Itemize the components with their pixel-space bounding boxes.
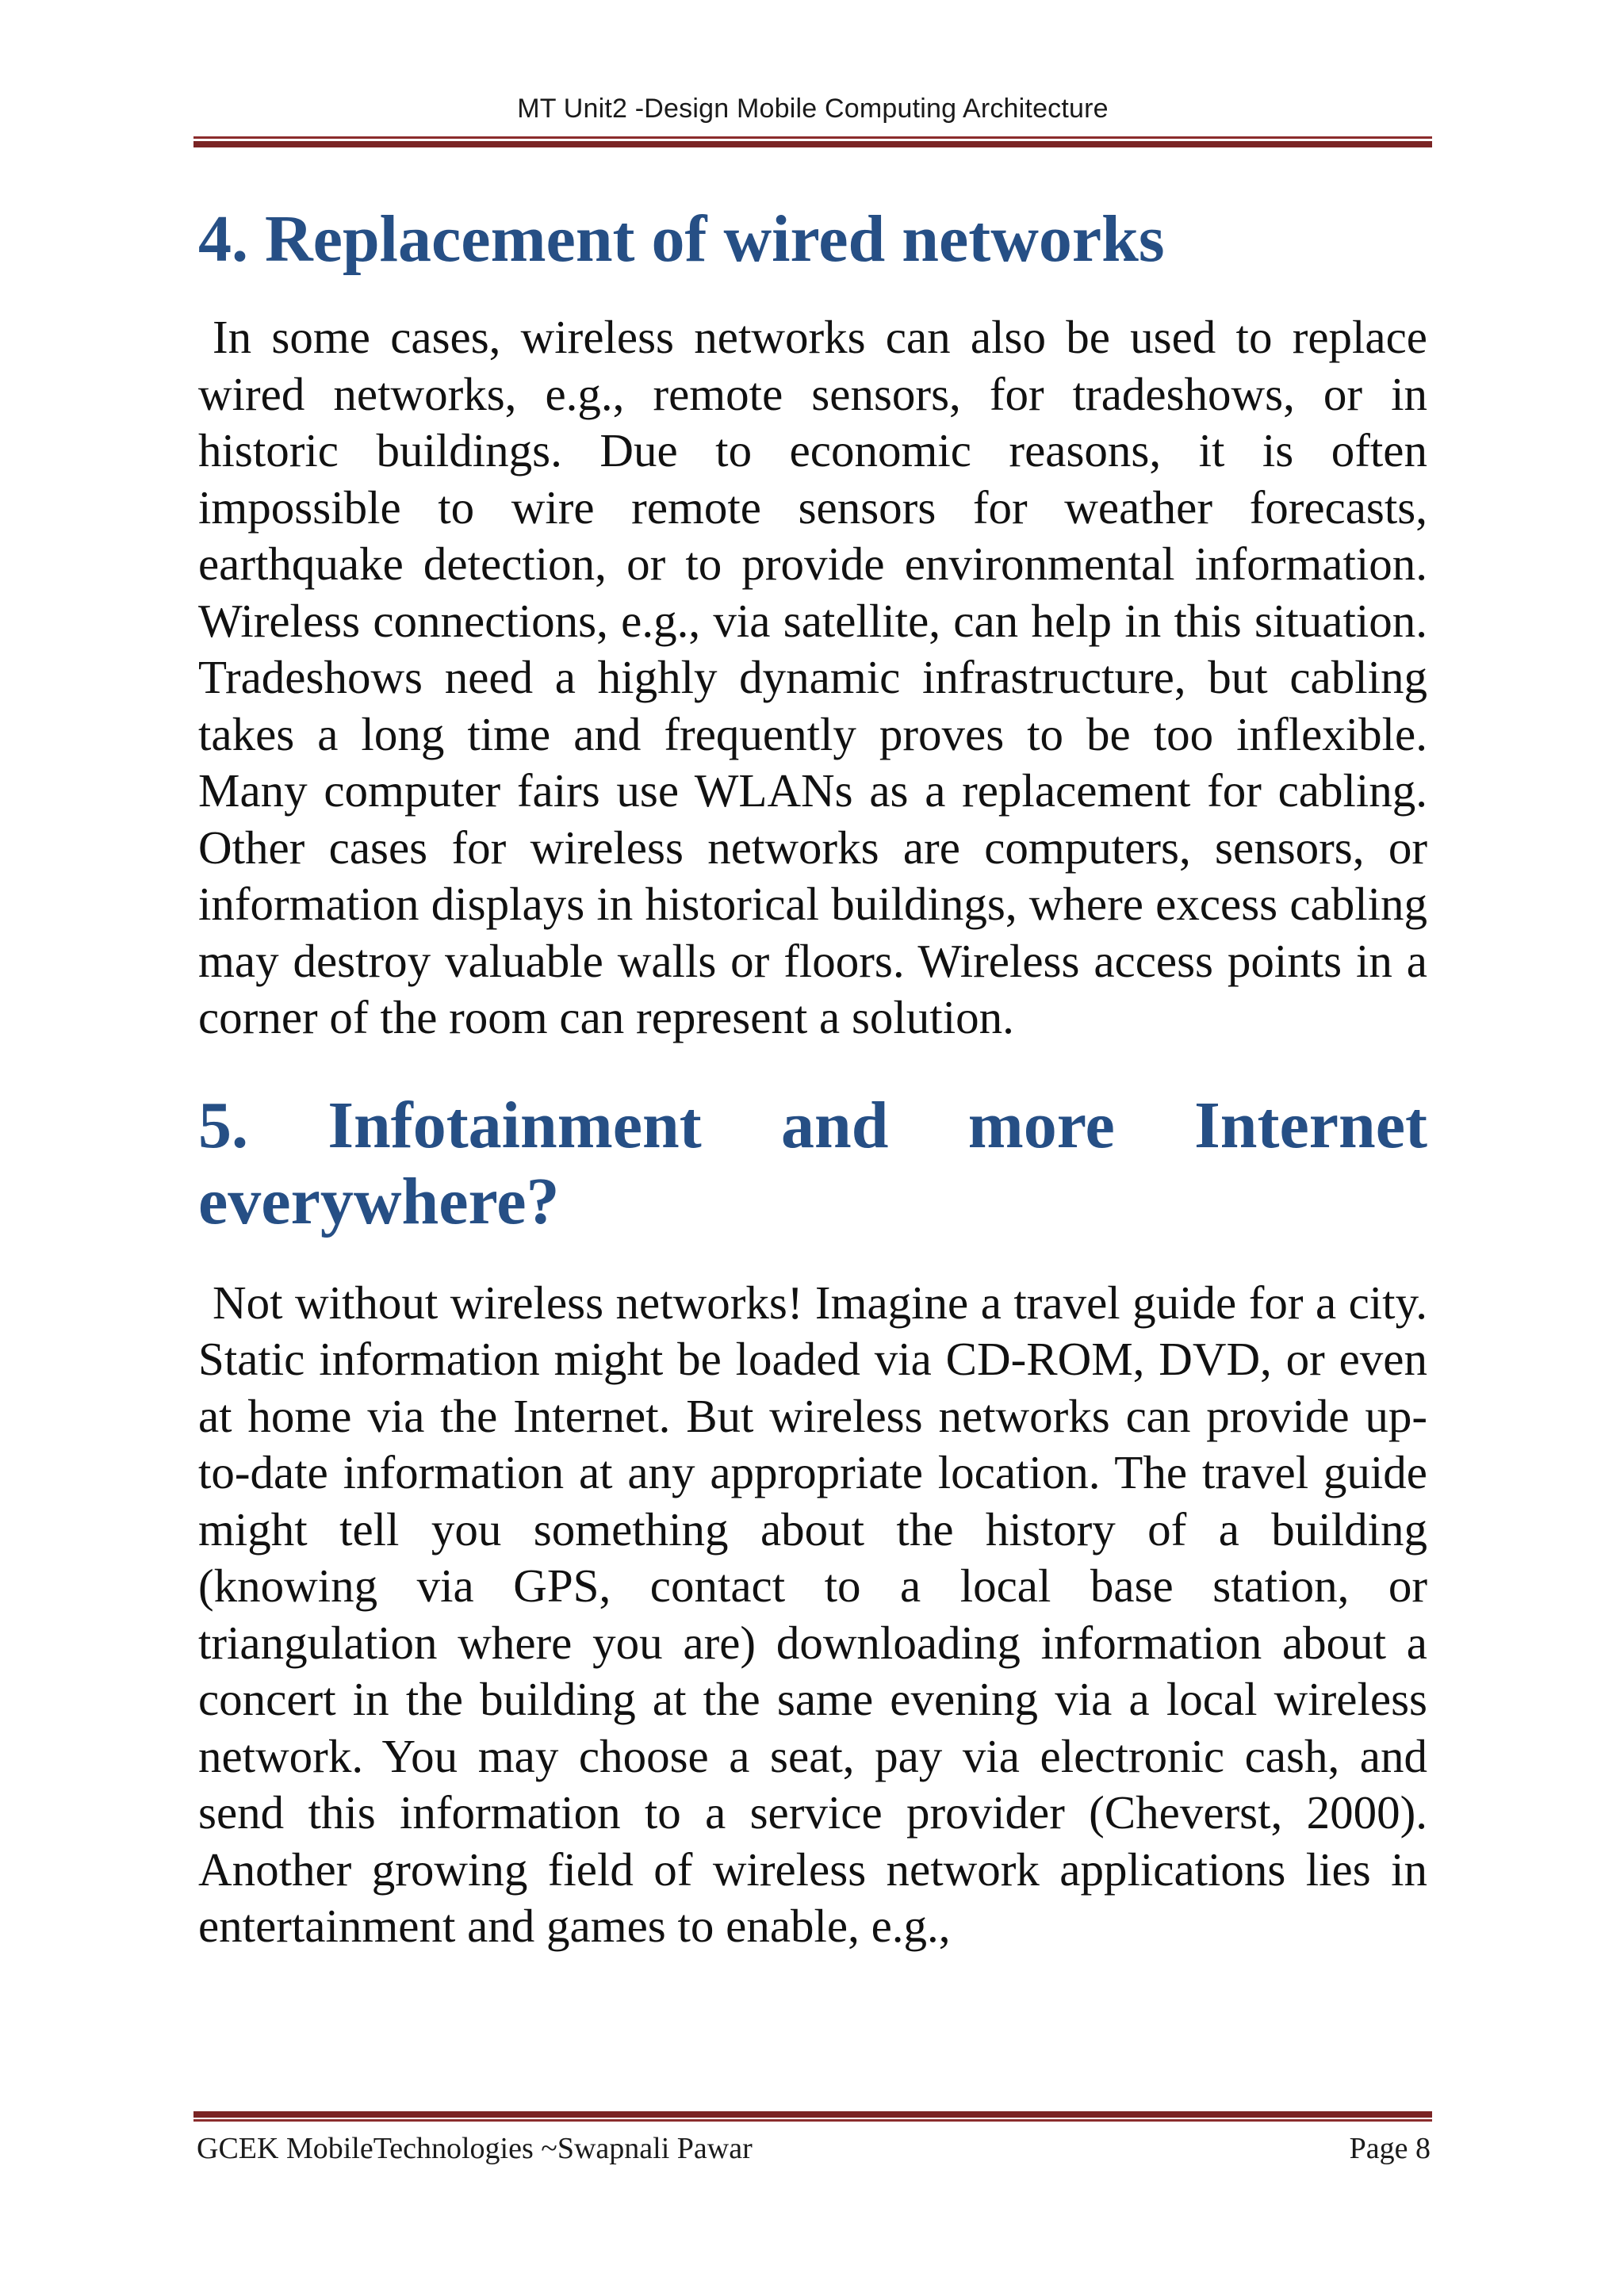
section-paragraph: Not without wireless networks! Imagine a travel guide for a city. Static information might be loaded via CD-ROM, DVD, or even at home via the Internet. But wireless networks can provide up-to-date information at any appropriate location. The travel guide might tell you something about the history of a building (knowing via GPS, contact to a local base station, or triangulation where you are) downloading information about a concert in the building at the same evening via a local wireless network. You may choose a seat, pay via electronic cash, and send this information to a service provider (Cheverst, 2000). Another growing field of wireless network applications lies in entertainment and games to enable, e.g., — [198, 1276, 1427, 1952]
heading-line: everywhere? — [198, 1164, 560, 1238]
footer-author: GCEK MobileTechnologies ~Swapnali Pawar — [197, 2132, 753, 2165]
header-rule — [193, 136, 1432, 151]
heading-line: 5. Infotainment and more Internet — [198, 1088, 1427, 1162]
section-paragraph: In some cases, wireless networks can also be used to replace wired networks, e.g., remote sensors, for tradeshows, or in historic buildings. Due to economic reasons, it is often impossible to wire remote sensors for weather forecasts, earthquake detection, or to provide environmental information. Wireless connections, e.g., via satellite, can help in this situation. Tradeshows need a highly dynamic infrastructure, but cabling takes a long time and frequently proves to be too inflexible. Many computer fairs use WLANs as a replacement for cabling. Other cases for wireless networks are computers, sensors, or information displays in historical buildings, where excess cabling may destroy valuable walls or floors. Wireless access points in a corner of the room can represent a solution. — [198, 311, 1427, 1043]
page-content — [198, 190, 1427, 1955]
page-number: Page 8 — [1349, 2132, 1431, 2165]
page-header: MT Unit2 -Design Mobile Computing Architecture — [517, 94, 1109, 124]
footer-rule — [193, 2111, 1432, 2126]
section-heading-replacement-of-wired-networks: 4. Replacement of wired networks — [198, 202, 1165, 276]
section-heading-infotainment — [198, 1088, 1427, 1240]
